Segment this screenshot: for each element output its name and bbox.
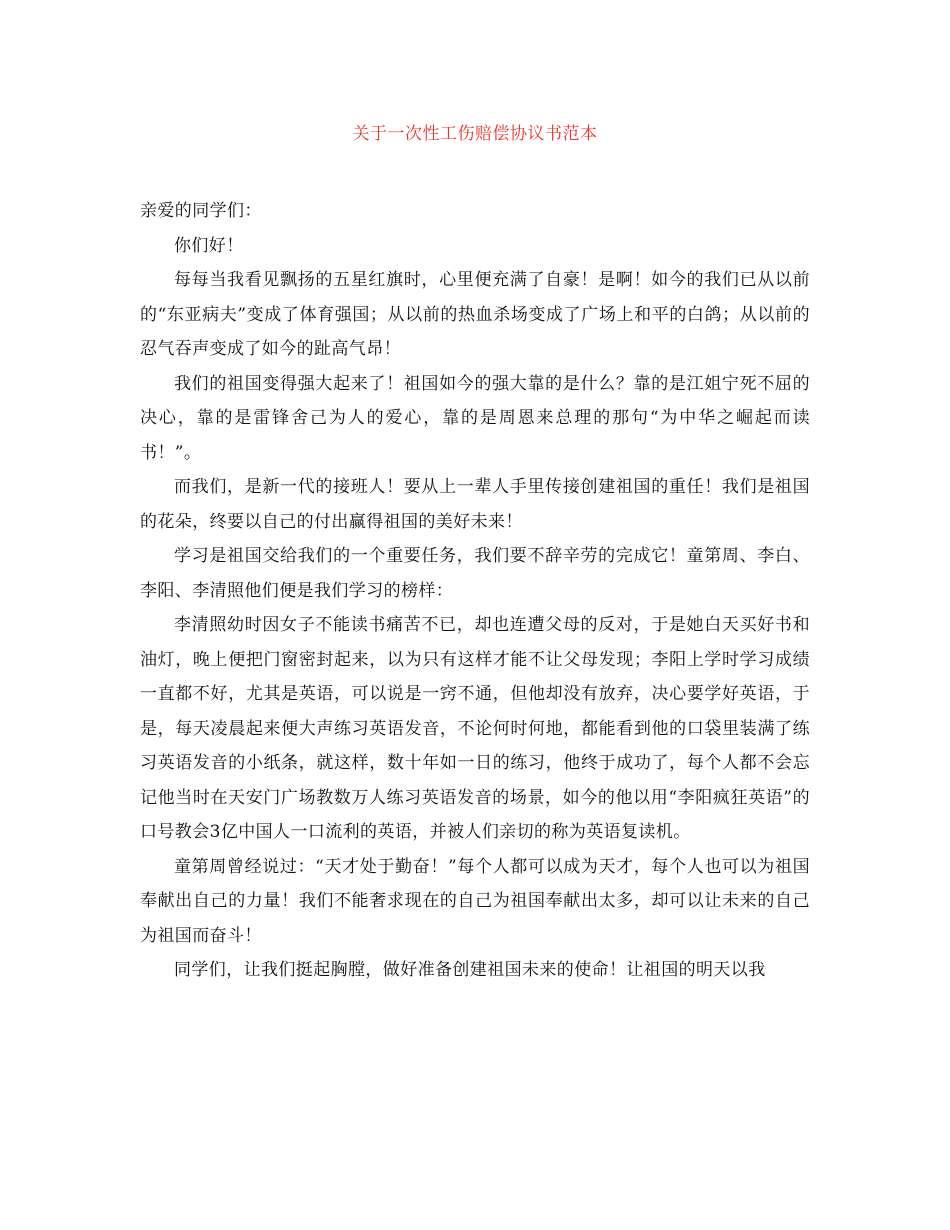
paragraph-call-to-action: 同学们，让我们挺起胸膛，做好准备创建祖国未来的使命！让祖国的明天以我 [174, 960, 766, 980]
paragraph-pride: 每每当我看见飘扬的五星红旗时，心里便充满了自豪！是啊！如今的我们已从以前的“东亚病夫”变成了体育强国；从以前的热血杀场变成了广场上和平的白鸽；从以前的忍气吞声变成了如今的趾高气昂！ [140, 270, 810, 359]
salutation: 亲爱的同学们： [140, 201, 262, 221]
document-body [140, 194, 810, 988]
paragraph-successors: 而我们，是新一代的接班人！要从上一辈人手里传接创建祖国的重任！我们是祖国的花朵，终要以自己的付出赢得祖国的美好未来！ [140, 477, 810, 532]
paragraph-strong-country: 我们的祖国变得强大起来了！祖国如今的强大靠的是什么？靠的是江姐宁死不屈的决心，靠的是雷锋舍己为人的爱心，靠的是周恩来总理的那句“为中华之崛起而读书！”。 [140, 373, 810, 463]
paragraph-study-task: 学习是祖国交给我们的一个重要任务，我们要不辞辛劳的完成它！童第周、李白、李阳、李清照他们便是我们学习的榜样： [140, 546, 810, 601]
paragraph-greeting: 你们好！ [174, 235, 244, 256]
paragraph-examples: 李清照幼时因女子不能读书痛苦不已，却也连遭父母的反对，于是她白天买好书和油灯，晚上便把门窗密封起来，以为只有这样才能不让父母发现；李阳上学时学习成绩一直都不好，尤其是英语，可以说是一窍不通，但他却没有放弃，决心要学好英语，于是，每天凌晨起来便大声练习英语发音，不论何时何地，都能看到他的口袋里装满了练习英语发音的小纸条，就这样，数十年如一日的练习，他终于成功了，每个人都不会忘记他当时在天安门广场教数万人练习英语发音的场景，如今的他以用“李阳疯狂英语”的口号教会3亿中国人一口流利的英语，并被人们亲切的称为英语复读机。 [140, 615, 810, 842]
paragraph-diligence: 童第周曾经说过：“天才处于勤奋！”每个人都可以成为天才，每个人也可以为祖国奉献出自己的力量！我们不能奢求现在的自己为祖国奉献出太多，却可以让未来的自己为祖国而奋斗！ [140, 856, 810, 946]
document-title: 关于一次性工伤赔偿协议书范本 [352, 124, 598, 144]
